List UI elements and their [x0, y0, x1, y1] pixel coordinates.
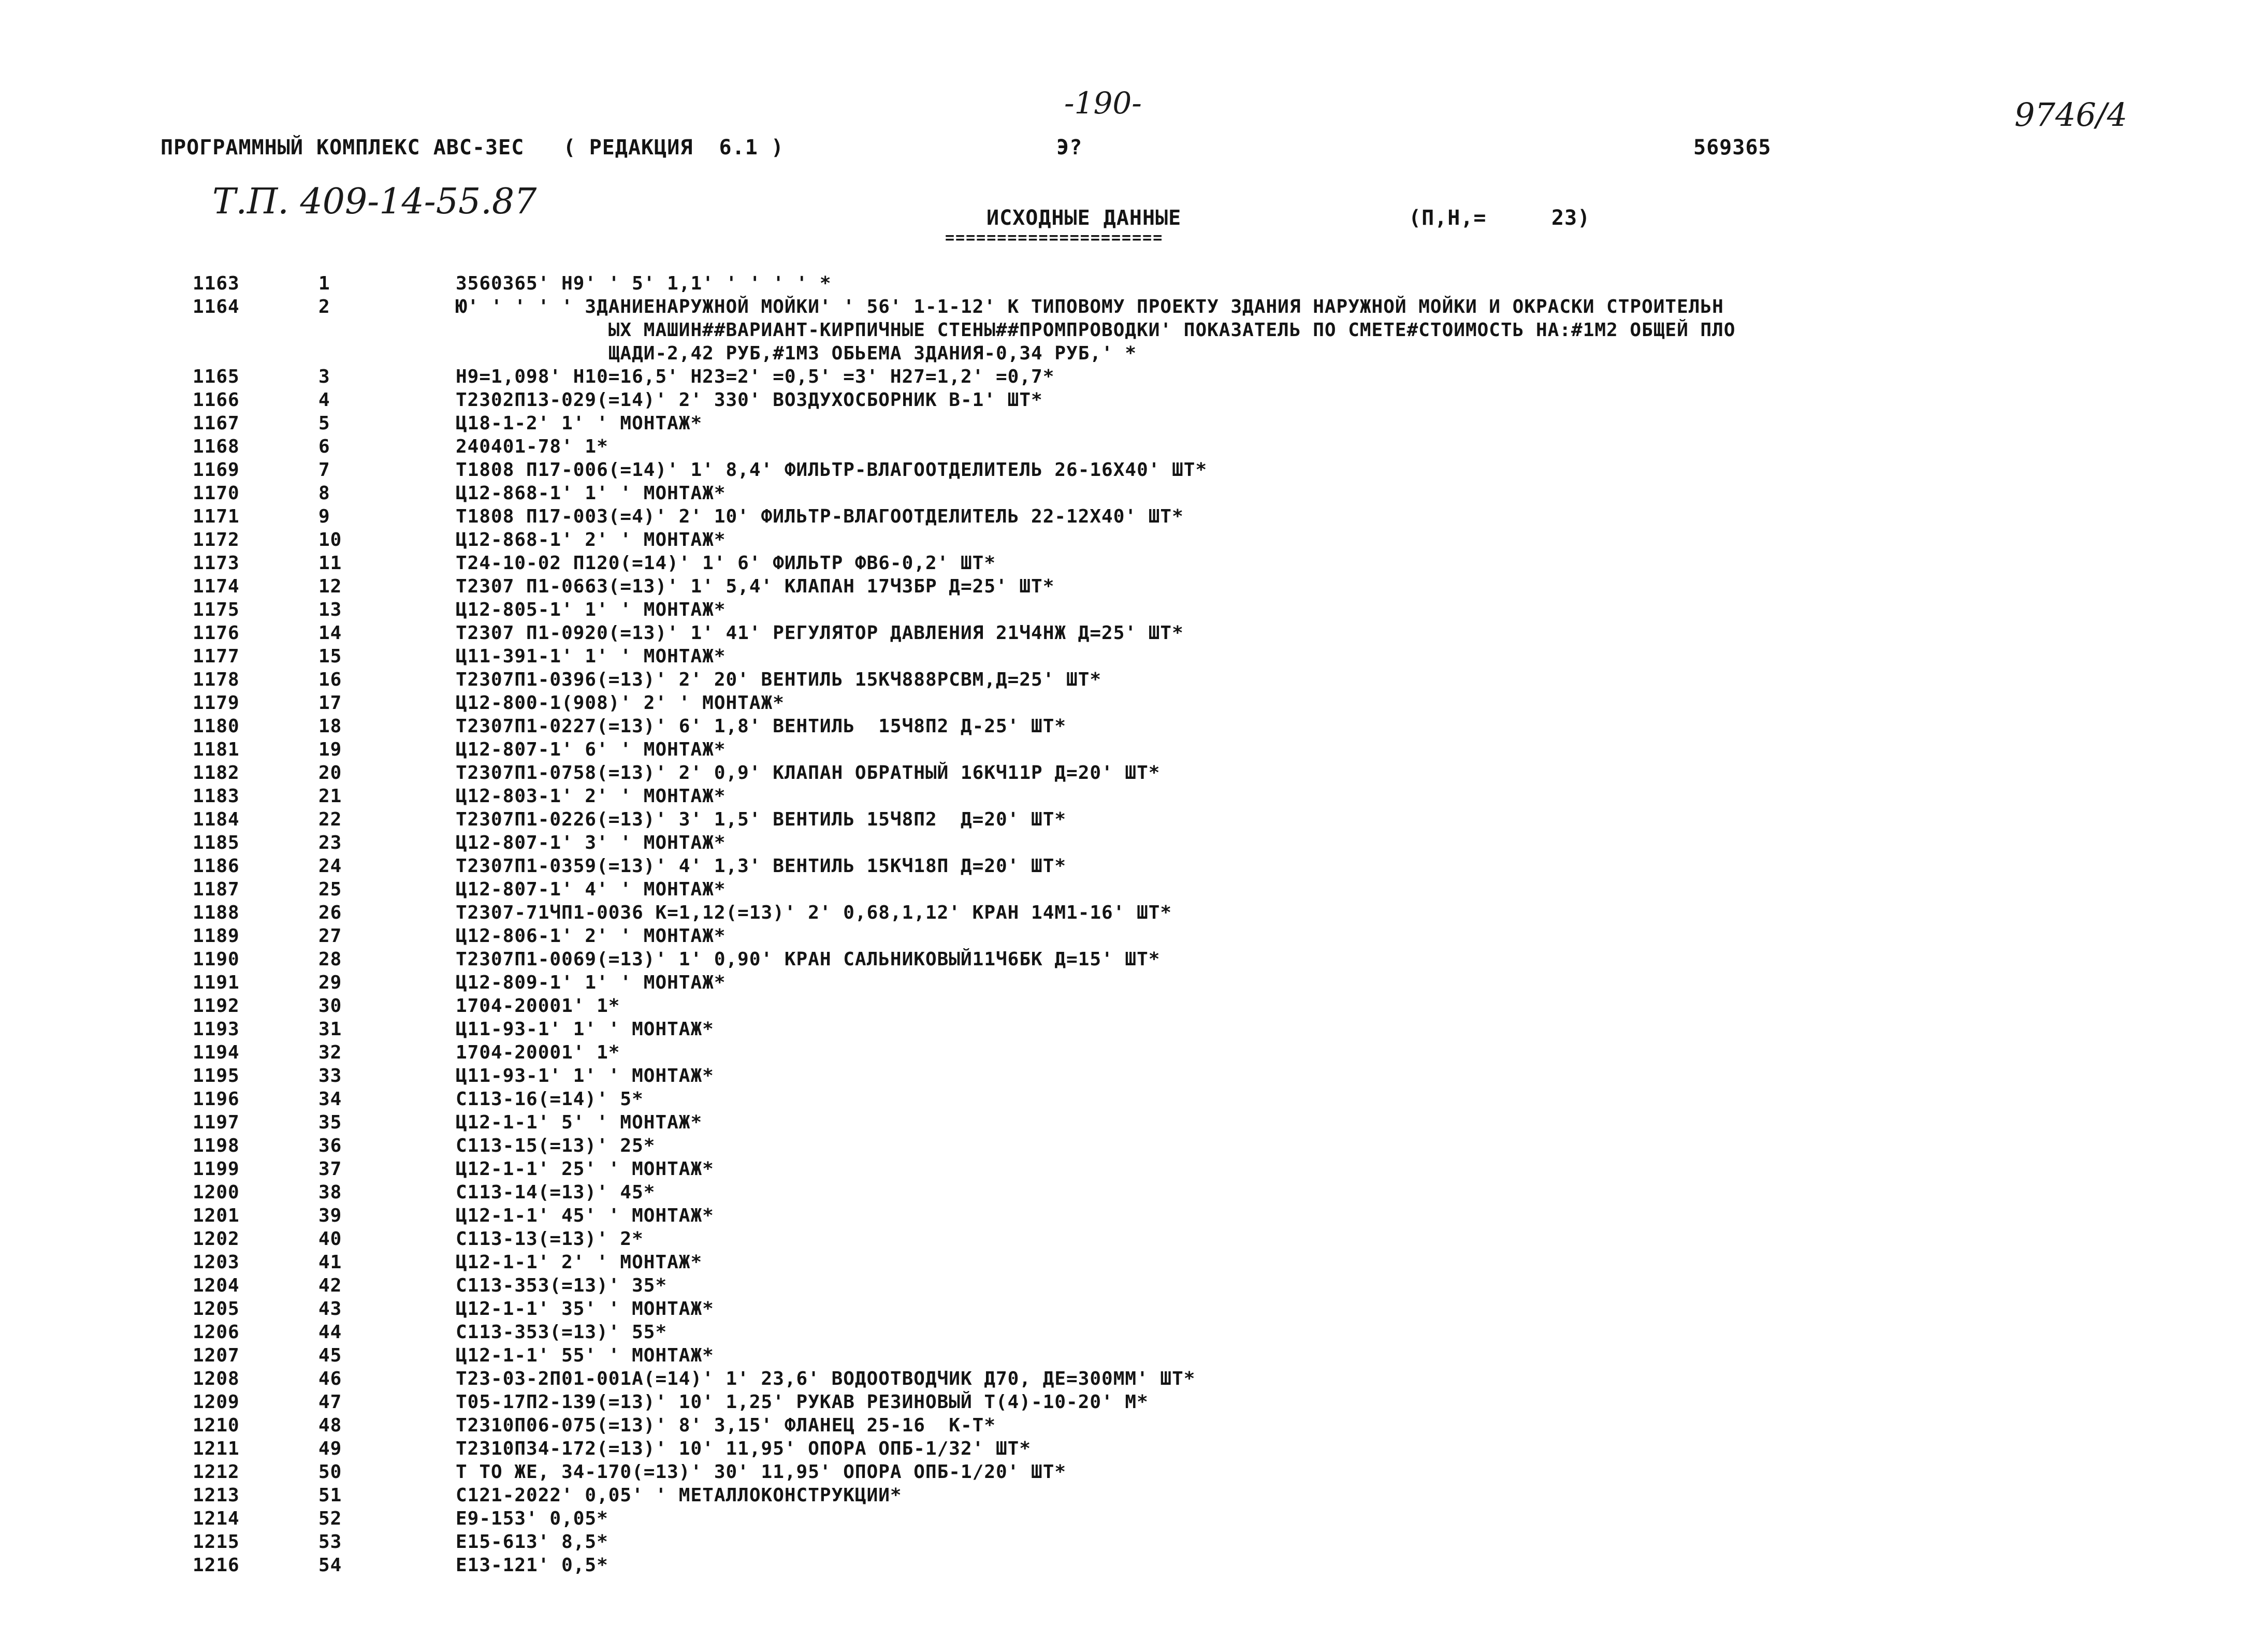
- record-text: 1704-20001' 1*: [456, 1042, 620, 1063]
- line-number: 30: [318, 995, 342, 1017]
- record-text: ЫХ МАШИН##ВАРИАНТ-КИРПИЧНЫЕ СТЕНЫ##ПРОМПРОВОДКИ' ПОКАЗАТЕЛЬ ПО СМЕТЕ#СТОИМОСТЬ НА:#1М2 ОБЩЕЙ ПЛО: [456, 320, 1736, 341]
- line-number: 11: [318, 553, 342, 574]
- line-number: 19: [318, 739, 342, 760]
- document-code: 569365: [1693, 136, 1772, 160]
- record-text: Ц12-807-1' 4' ' МОНТАЖ*: [456, 879, 726, 900]
- record-text: Ц12-809-1' 1' ' МОНТАЖ*: [456, 972, 726, 993]
- record-number: 1214: [193, 1508, 240, 1529]
- page-reference: (П,Н,= 23): [1409, 206, 1591, 230]
- line-number: 27: [318, 925, 342, 947]
- line-number: 32: [318, 1042, 342, 1063]
- line-number: 25: [318, 879, 342, 900]
- line-number: 47: [318, 1392, 342, 1413]
- record-number: 1183: [193, 786, 240, 807]
- record-number: 1180: [193, 716, 240, 737]
- record-number: 1173: [193, 553, 240, 574]
- line-number: 43: [318, 1298, 342, 1320]
- record-number: 1203: [193, 1252, 240, 1273]
- record-text: Т2310П06-075(=13)' 8' 3,15' ФЛАНЕЦ 25-16 К-Т*: [456, 1415, 996, 1436]
- record-number: 1194: [193, 1042, 240, 1063]
- line-number: 9: [318, 506, 330, 527]
- record-text: Ц12-807-1' 3' ' МОНТАЖ*: [456, 832, 726, 853]
- line-number: 54: [318, 1555, 342, 1576]
- record-number: 1181: [193, 739, 240, 760]
- line-number: 8: [318, 483, 330, 504]
- handwritten-project-code: Т.П. 409-14-55.87: [212, 181, 537, 222]
- line-number: 23: [318, 832, 342, 853]
- record-number: 1201: [193, 1205, 240, 1226]
- line-number: 22: [318, 809, 342, 830]
- record-number: 1174: [193, 576, 240, 597]
- line-number: 40: [318, 1228, 342, 1250]
- record-text: С113-353(=13)' 55*: [456, 1322, 668, 1343]
- record-text: Т2307 П1-0920(=13)' 1' 41' РЕГУЛЯТОР ДАВЛЕНИЯ 21Ч4НЖ Д=25' ШТ*: [456, 622, 1184, 644]
- line-number: 12: [318, 576, 342, 597]
- record-text: Т1808 П17-003(=4)' 2' 10' ФИЛЬТР-ВЛАГООТДЕЛИТЕЛЬ 22-12Х40' ШТ*: [456, 506, 1184, 527]
- line-number: 1: [318, 273, 330, 294]
- record-text: Т2307П1-0226(=13)' 3' 1,5' ВЕНТИЛЬ 15Ч8П2 Д=20' ШТ*: [456, 809, 1067, 830]
- record-number: 1164: [193, 296, 240, 317]
- record-number: 1175: [193, 599, 240, 620]
- line-number: 42: [318, 1275, 342, 1296]
- record-text: Ц11-391-1' 1' ' МОНТАЖ*: [456, 646, 726, 667]
- line-number: 2: [318, 296, 330, 317]
- record-number: 1200: [193, 1182, 240, 1203]
- record-number: 1170: [193, 483, 240, 504]
- line-number: 46: [318, 1368, 342, 1389]
- record-text: ЩАДИ-2,42 РУБ,#1М3 ОБЬЕМА ЗДАНИЯ-0,34 РУБ,' *: [456, 343, 1137, 364]
- line-number: 15: [318, 646, 342, 667]
- record-number: 1177: [193, 646, 240, 667]
- record-text: 3560365' Н9' ' 5' 1,1' ' ' ' ' *: [456, 273, 832, 294]
- record-number: 1210: [193, 1415, 240, 1436]
- line-number: 24: [318, 856, 342, 877]
- record-text: С113-13(=13)' 2*: [456, 1228, 644, 1250]
- record-number: 1197: [193, 1112, 240, 1133]
- line-number: 18: [318, 716, 342, 737]
- record-text: Т2307-71ЧП1-0036 К=1,12(=13)' 2' 0,68,1,12' КРАН 14М1-16' ШТ*: [456, 902, 1172, 923]
- line-number: 28: [318, 949, 342, 970]
- record-text: Т2307 П1-0663(=13)' 1' 5,4' КЛАПАН 17Ч3БР Д=25' ШТ*: [456, 576, 1055, 597]
- record-number: 1209: [193, 1392, 240, 1413]
- record-number: 1178: [193, 669, 240, 690]
- record-number: 1215: [193, 1531, 240, 1553]
- line-number: 20: [318, 762, 342, 784]
- record-text: 1704-20001' 1*: [456, 995, 620, 1017]
- record-number: 1193: [193, 1019, 240, 1040]
- record-number: 1187: [193, 879, 240, 900]
- record-number: 1205: [193, 1298, 240, 1320]
- record-text: Т23-03-2П01-001А(=14)' 1' 23,6' ВОДООТВОДЧИК Д70, ДЕ=300ММ' ШТ*: [456, 1368, 1196, 1389]
- record-number: 1204: [193, 1275, 240, 1296]
- record-text: С121-2022' 0,05' ' МЕТАЛЛОКОНСТРУКЦИИ*: [456, 1485, 902, 1506]
- line-number: 10: [318, 529, 342, 550]
- line-number: 35: [318, 1112, 342, 1133]
- record-text: Т2307П1-0359(=13)' 4' 1,3' ВЕНТИЛЬ 15КЧ18П Д=20' ШТ*: [456, 856, 1067, 877]
- record-number: 1176: [193, 622, 240, 644]
- line-number: 39: [318, 1205, 342, 1226]
- record-text: Т1808 П17-006(=14)' 1' 8,4' ФИЛЬТР-ВЛАГООТДЕЛИТЕЛЬ 26-16Х40' ШТ*: [456, 459, 1208, 481]
- record-text: Ц12-806-1' 2' ' МОНТАЖ*: [456, 925, 726, 947]
- record-text: С113-353(=13)' 35*: [456, 1275, 668, 1296]
- line-number: 13: [318, 599, 342, 620]
- record-number: 1166: [193, 389, 240, 411]
- record-number: 1216: [193, 1555, 240, 1576]
- record-text: Т2307П1-0758(=13)' 2' 0,9' КЛАПАН ОБРАТНЫЙ 16КЧ11Р Д=20' ШТ*: [456, 762, 1160, 784]
- record-number: 1184: [193, 809, 240, 830]
- record-text: Ц12-1-1' 45' ' МОНТАЖ*: [456, 1205, 714, 1226]
- record-text: Ц12-1-1' 5' ' МОНТАЖ*: [456, 1112, 703, 1133]
- record-number: 1186: [193, 856, 240, 877]
- line-number: 34: [318, 1089, 342, 1110]
- line-number: 3: [318, 366, 330, 387]
- line-number: 37: [318, 1158, 342, 1180]
- line-number: 33: [318, 1065, 342, 1086]
- record-number: 1182: [193, 762, 240, 784]
- line-number: 51: [318, 1485, 342, 1506]
- line-number: 14: [318, 622, 342, 644]
- record-text: С113-14(=13)' 45*: [456, 1182, 656, 1203]
- line-number: 26: [318, 902, 342, 923]
- record-number: 1168: [193, 436, 240, 457]
- record-text: Е9-153' 0,05*: [456, 1508, 608, 1529]
- record-text: С113-15(=13)' 25*: [456, 1135, 656, 1156]
- line-number: 31: [318, 1019, 342, 1040]
- record-text: Ц12-800-1(908)' 2' ' МОНТАЖ*: [456, 692, 785, 714]
- line-number: 17: [318, 692, 342, 714]
- section-title: ИСХОДНЫЕ ДАННЫЕ: [987, 206, 1182, 230]
- record-number: 1163: [193, 273, 240, 294]
- record-text: Ц12-1-1' 55' ' МОНТАЖ*: [456, 1345, 714, 1366]
- record-text: Ц12-1-1' 2' ' МОНТАЖ*: [456, 1252, 703, 1273]
- record-text: С113-16(=14)' 5*: [456, 1089, 644, 1110]
- record-text: Ц12-807-1' 6' ' МОНТАЖ*: [456, 739, 726, 760]
- handwritten-sheet-number: 9746/4: [2014, 96, 2128, 134]
- record-text: Е15-613' 8,5*: [456, 1531, 608, 1553]
- record-number: 1208: [193, 1368, 240, 1389]
- header-mark: Э?: [1056, 136, 1083, 160]
- line-number: 53: [318, 1531, 342, 1553]
- handwritten-page-number: -190-: [1064, 85, 1142, 121]
- record-number: 1199: [193, 1158, 240, 1180]
- record-text: Т ТО ЖЕ, 34-170(=13)' 30' 11,95' ОПОРА ОПБ-1/20' ШТ*: [456, 1461, 1067, 1483]
- record-text: Ю' ' ' ' ' ЗДАНИЕНАРУЖНОЙ МОЙКИ' ' 56' 1-1-12' К ТИПОВОМУ ПРОЕКТУ ЗДАНИЯ НАРУЖНОЙ МОЙКИ И ОКРАСКИ СТРОИТЕЛЬН: [456, 296, 1724, 317]
- record-number: 1167: [193, 413, 240, 434]
- record-number: 1207: [193, 1345, 240, 1366]
- line-number: 44: [318, 1322, 342, 1343]
- line-number: 41: [318, 1252, 342, 1273]
- line-number: 21: [318, 786, 342, 807]
- record-number: 1185: [193, 832, 240, 853]
- line-number: 7: [318, 459, 330, 481]
- record-text: Ц12-868-1' 1' ' МОНТАЖ*: [456, 483, 726, 504]
- line-number: 49: [318, 1438, 342, 1459]
- record-text: Т2307П1-0069(=13)' 1' 0,90' КРАН САЛЬНИКОВЫЙ11Ч6БК Д=15' ШТ*: [456, 949, 1160, 970]
- line-number: 16: [318, 669, 342, 690]
- line-number: 45: [318, 1345, 342, 1366]
- line-number: 4: [318, 389, 330, 411]
- record-number: 1171: [193, 506, 240, 527]
- line-number: 52: [318, 1508, 342, 1529]
- line-number: 6: [318, 436, 330, 457]
- record-number: 1213: [193, 1485, 240, 1506]
- record-number: 1165: [193, 366, 240, 387]
- program-header: ПРОГРАММНЫЙ КОМПЛЕКС АВС-3ЕС ( РЕДАКЦИЯ 6.1 ): [161, 136, 784, 160]
- record-number: 1190: [193, 949, 240, 970]
- record-text: Т2302П13-029(=14)' 2' 330' ВОЗДУХОСБОРНИК В-1' ШТ*: [456, 389, 1043, 411]
- record-number: 1192: [193, 995, 240, 1017]
- line-number: 48: [318, 1415, 342, 1436]
- line-number: 29: [318, 972, 342, 993]
- record-number: 1206: [193, 1322, 240, 1343]
- record-text: Ц12-868-1' 2' ' МОНТАЖ*: [456, 529, 726, 550]
- record-text: Т2310П34-172(=13)' 10' 11,95' ОПОРА ОПБ-1/32' ШТ*: [456, 1438, 1032, 1459]
- record-text: Ц12-1-1' 35' ' МОНТАЖ*: [456, 1298, 714, 1320]
- record-text: Т2307П1-0396(=13)' 2' 20' ВЕНТИЛЬ 15КЧ888РСВМ,Д=25' ШТ*: [456, 669, 1102, 690]
- record-text: Ц18-1-2' 1' ' МОНТАЖ*: [456, 413, 703, 434]
- record-number: 1198: [193, 1135, 240, 1156]
- line-number: 36: [318, 1135, 342, 1156]
- record-number: 1211: [193, 1438, 240, 1459]
- record-text: Ц11-93-1' 1' ' МОНТАЖ*: [456, 1019, 714, 1040]
- record-text: Т24-10-02 П120(=14)' 1' 6' ФИЛЬТР ФВ6-0,2' ШТ*: [456, 553, 996, 574]
- record-number: 1212: [193, 1461, 240, 1483]
- record-text: Т2307П1-0227(=13)' 6' 1,8' ВЕНТИЛЬ 15Ч8П2 Д-25' ШТ*: [456, 716, 1067, 737]
- line-number: 5: [318, 413, 330, 434]
- record-number: 1196: [193, 1089, 240, 1110]
- record-text: Ц12-803-1' 2' ' МОНТАЖ*: [456, 786, 726, 807]
- record-text: Ц12-805-1' 1' ' МОНТАЖ*: [456, 599, 726, 620]
- record-text: Т05-17П2-139(=13)' 10' 1,25' РУКАВ РЕЗИНОВЫЙ Т(4)-10-20' М*: [456, 1392, 1149, 1413]
- line-number: 38: [318, 1182, 342, 1203]
- record-text: 240401-78' 1*: [456, 436, 608, 457]
- record-text: Ц12-1-1' 25' ' МОНТАЖ*: [456, 1158, 714, 1180]
- record-text: Н9=1,098' Н10=16,5' Н23=2' =0,5' =3' Н27=1,2' =0,7*: [456, 366, 1055, 387]
- record-text: Е13-121' 0,5*: [456, 1555, 608, 1576]
- record-number: 1202: [193, 1228, 240, 1250]
- record-number: 1191: [193, 972, 240, 993]
- record-number: 1179: [193, 692, 240, 714]
- section-title-underline: =====================: [945, 229, 1164, 247]
- record-text: Ц11-93-1' 1' ' МОНТАЖ*: [456, 1065, 714, 1086]
- record-number: 1188: [193, 902, 240, 923]
- record-number: 1195: [193, 1065, 240, 1086]
- record-number: 1189: [193, 925, 240, 947]
- record-number: 1172: [193, 529, 240, 550]
- line-number: 50: [318, 1461, 342, 1483]
- record-number: 1169: [193, 459, 240, 481]
